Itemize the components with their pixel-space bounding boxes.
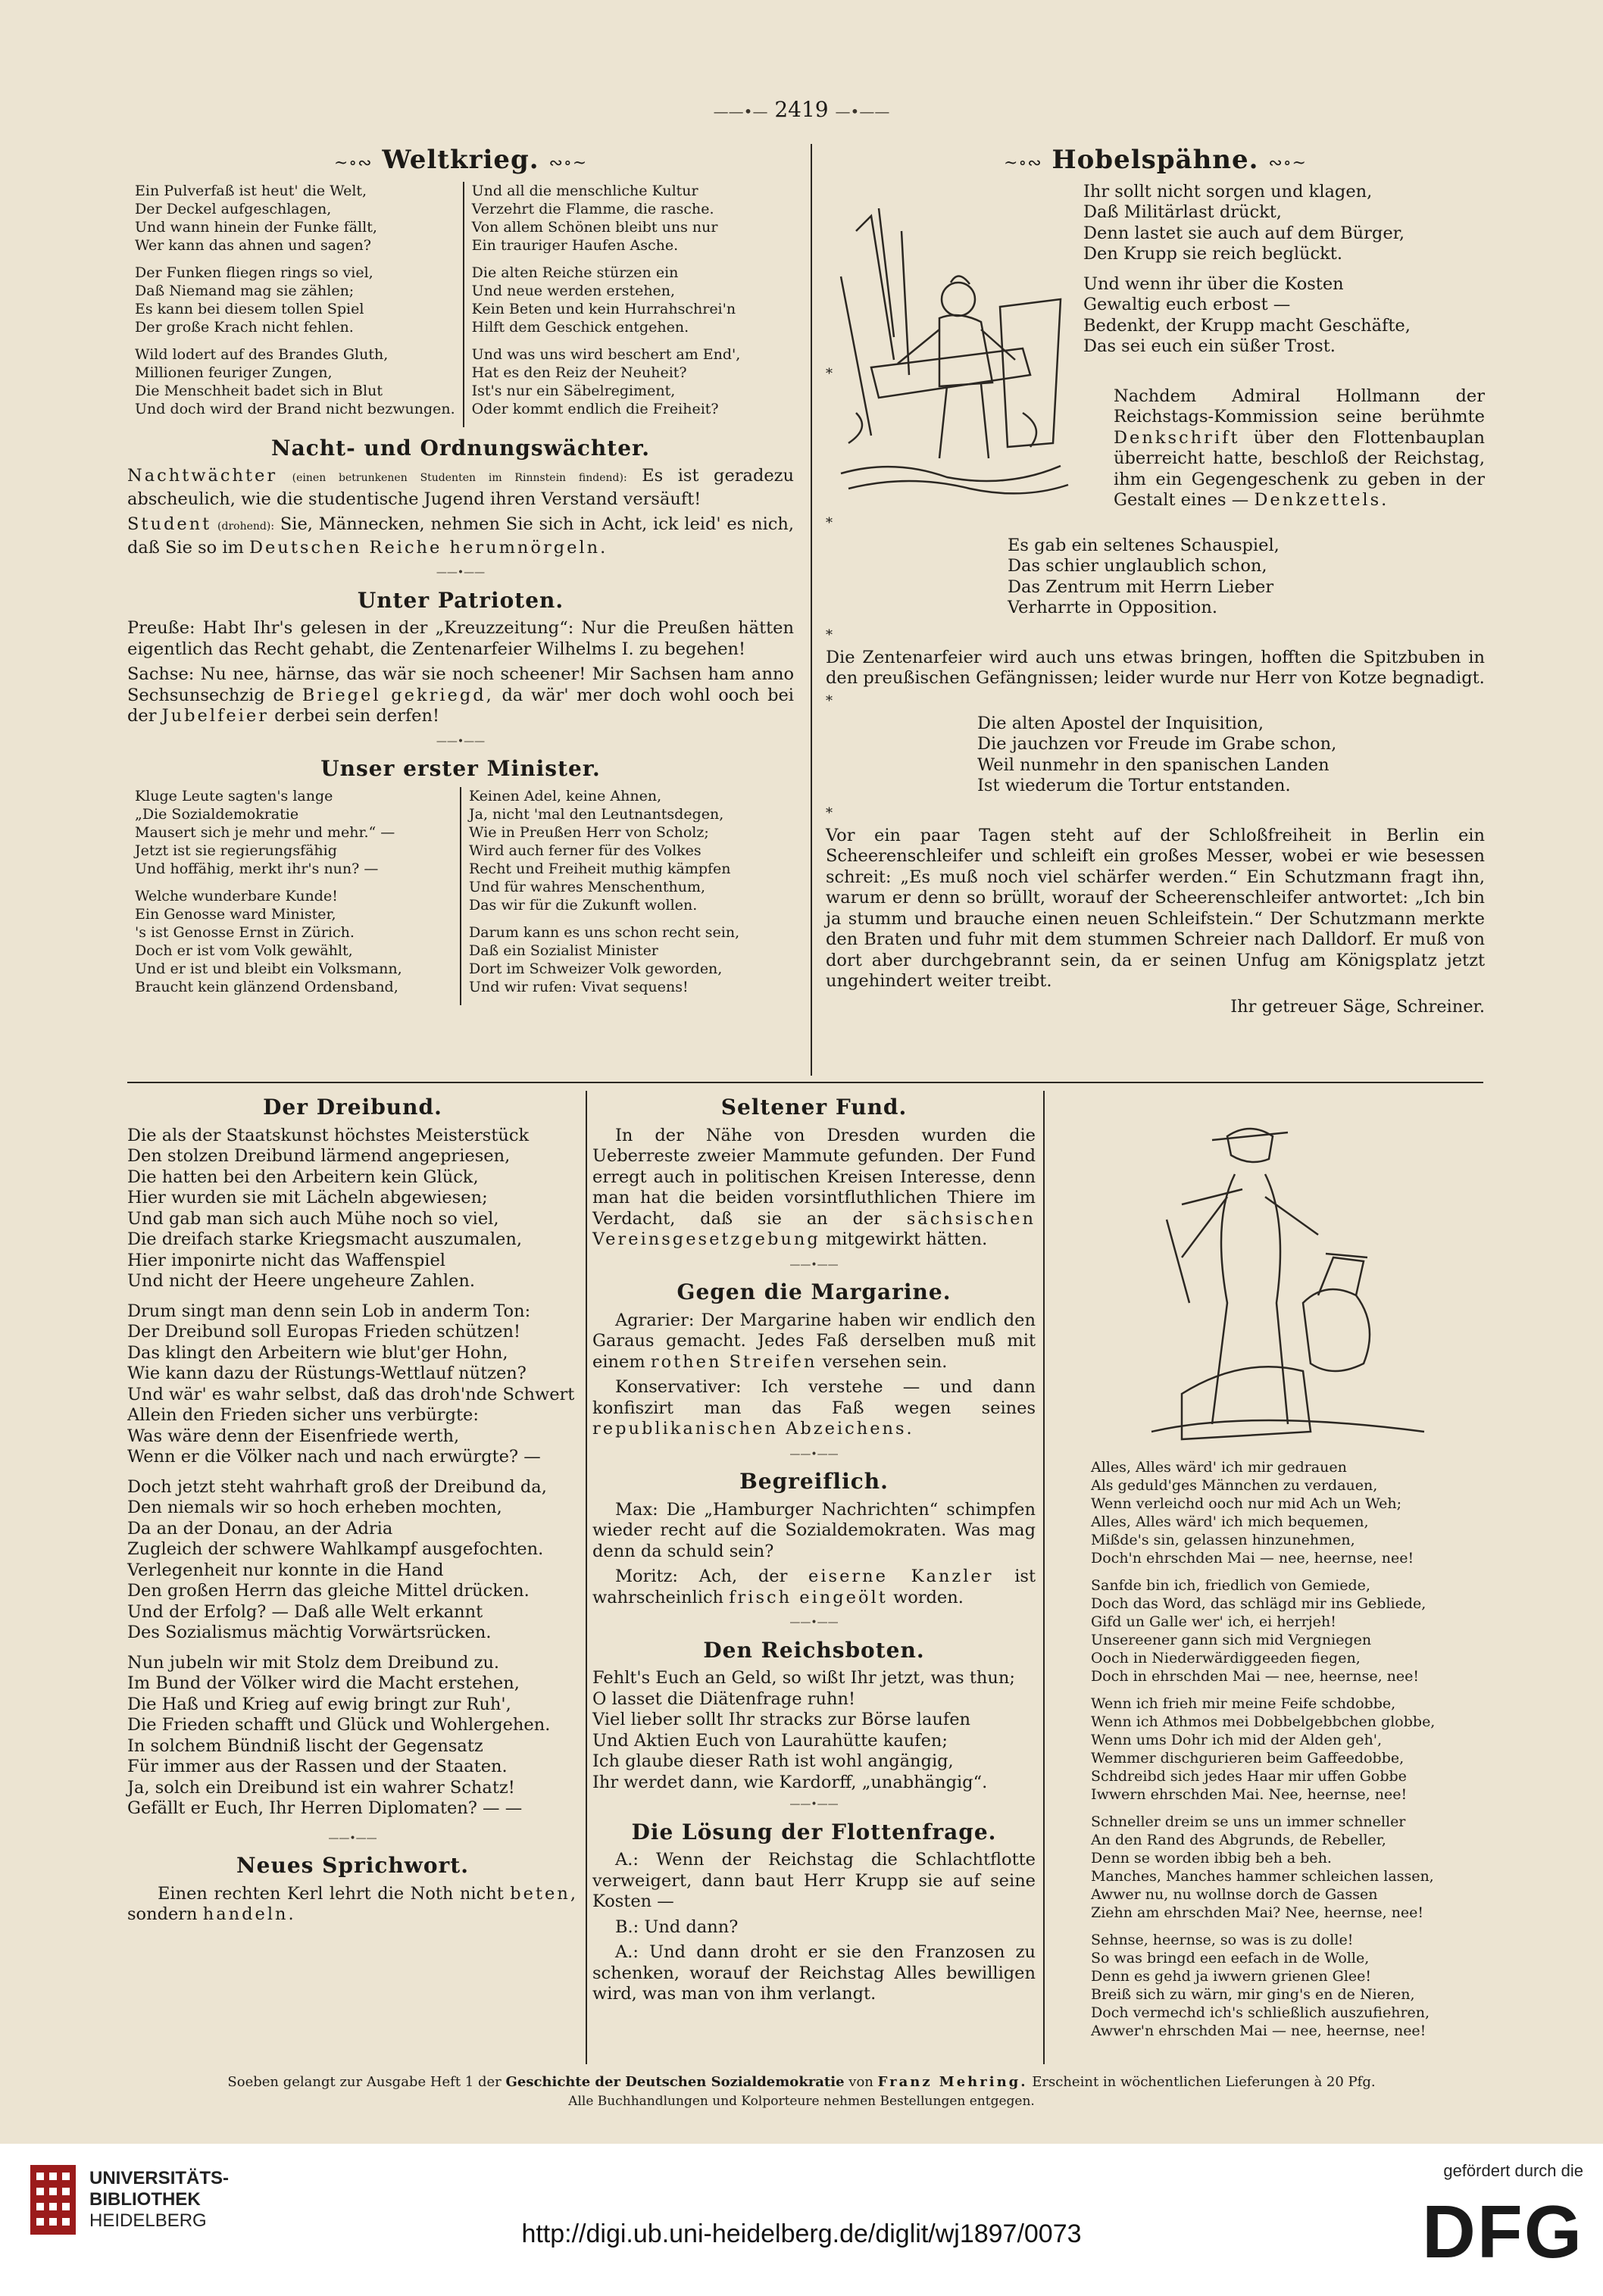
verse-line: Und was uns wird beschert am End',	[471, 345, 741, 363]
verse-line: Die hatten bei den Arbeitern kein Glück,	[127, 1167, 479, 1187]
nacht-heading: Nacht- und Ordnungswächter.	[271, 435, 650, 461]
verse-line: Doch vermechd ich's schließlich auszufiehren,	[1091, 2004, 1430, 2021]
verse-line: Dort im Schweizer Volk geworden,	[469, 960, 723, 977]
verse-line: Breiß sich zu wärn, mir ging's en de Nieren,	[1091, 1986, 1415, 2003]
dreibund-poem	[127, 1126, 578, 1820]
verse-line: Ich glaube dieser Rath ist wohl angängig,	[592, 1751, 954, 1771]
verse-line: Kein Beten und kein Hurrahschrei'n	[471, 300, 736, 317]
verse-line: Wenn ich Athmos mei Dobbelgebbchen globbe,	[1091, 1713, 1436, 1730]
begreiflich-heading: Begreiflich.	[739, 1469, 889, 1494]
middle-column	[585, 1091, 1036, 2010]
footer-note-line2: Alle Buchhandlungen und Kolporteure nehmen Bestellungen entgegen.	[568, 2094, 1035, 2109]
verse-line: „Die Sozialdemokratie	[135, 805, 299, 823]
verse-line: Wie kann dazu der Rüstungs-Wettlauf nützen?	[127, 1364, 527, 1383]
verse-line: Mausert sich je mehr und mehr.“ —	[135, 823, 395, 841]
flotte-p1: A.: Wenn der Reichstag die Schlachtflotte verweigert, dann baut Herr Krupp sie auf seine Kosten —	[592, 1850, 1036, 1911]
verse-line: Ein trauriger Haufen Asche.	[471, 236, 679, 254]
stanza	[135, 887, 452, 996]
verse-line: Und doch wird der Brand nicht bezwungen.	[135, 400, 455, 417]
verse-line: Ein Genosse ward Minister,	[135, 905, 336, 923]
verse-line: Doch er ist vom Volk gewählt,	[135, 942, 353, 959]
column-rule-top	[811, 144, 812, 1076]
verse-line: Unsereener gann sich mid Vergniegen	[1091, 1632, 1372, 1648]
asterism: *	[826, 692, 833, 709]
verse-line: Die Menschheit badet sich in Blut	[135, 382, 383, 399]
verse-line: O lasset die Diätenfrage ruhn!	[592, 1688, 856, 1709]
verse-line: Der Deckel aufgeschlagen,	[135, 200, 332, 217]
verse-line: Doch'n ehrschden Mai — nee, heernse, nee!	[1091, 1550, 1414, 1567]
page-number: ——•— 2419 —•——	[713, 97, 890, 122]
asterism: *	[826, 365, 833, 382]
verse-line: Manches, Manches hammer schleichen lassen,	[1091, 1868, 1434, 1885]
stanza	[469, 787, 786, 914]
weltkrieg-left	[127, 182, 463, 427]
verse-line: Und nicht der Heere ungeheure Zahlen.	[127, 1271, 475, 1291]
verse-line: Doch das Word, das schlägd mir ins Gebliede,	[1091, 1595, 1426, 1612]
stanza	[472, 264, 786, 336]
verse-line: Die als der Staatskunst höchstes Meisterstück	[127, 1125, 530, 1145]
verse-line: Awwer nu, nu wollnse dorch de Gassen	[1091, 1886, 1378, 1903]
verse-line: Das Zentrum mit Herrn Lieber	[1008, 576, 1274, 597]
verse-line: Die alten Reiche stürzen ein	[471, 264, 679, 281]
verse-line: Gifd un Galle wer' ich, ei herrjeh!	[1091, 1613, 1336, 1630]
fund-heading: Seltener Fund.	[720, 1095, 908, 1120]
verse-line: Das wir für die Zukunft wollen.	[469, 896, 698, 914]
verse-line: Wird auch ferner für des Volkes	[469, 842, 702, 859]
verse-line: Ihr sollt nicht sorgen und klagen,	[1083, 181, 1373, 201]
verse-line: Der Dreibund soll Europas Frieden schützen!	[127, 1322, 520, 1342]
verse-line: Wenn er die Völker nach und nach erwürgte? —	[127, 1447, 541, 1467]
verse-line: Verlegenheit nur konnte in die Hand	[127, 1560, 444, 1580]
verse-line: Und er ist und bleibt ein Volksmann,	[135, 960, 402, 977]
verse-line: Ihr werdet dann, wie Kardorff, „unabhängig“.	[592, 1772, 988, 1792]
verse-line: Und für wahres Menschenthum,	[469, 878, 705, 895]
verse-line: Schdreibd sich jedes Haar mir uffen Gobbe	[1091, 1768, 1407, 1785]
verse-line: Der große Krach nicht fehlen.	[135, 318, 354, 336]
verse-line: Darum kann es uns schon recht sein,	[469, 923, 740, 941]
stanza	[135, 345, 455, 418]
verse-line: Den stolzen Dreibund lärmend angepriesen,	[127, 1146, 511, 1166]
asterism: *	[826, 626, 833, 643]
verse-line: Und wir rufen: Vivat sequens!	[469, 978, 689, 995]
verse-line: Des Sozialismus mächtig Vorwärtsrücken.	[127, 1623, 492, 1642]
column-rule-bottom-2	[1043, 1091, 1045, 2064]
weltkrieg-heading: ~∘∾ Weltkrieg. ∾∘~	[333, 145, 588, 175]
saxon-poem	[1091, 1458, 1485, 2040]
verse-line: Alles, Alles wärd' ich mich bequemen,	[1091, 1513, 1369, 1530]
verse-line: Daß ein Sozialist Minister	[469, 942, 658, 959]
verse-line: Viel lieber sollt Ihr stracks zur Börse laufen	[592, 1710, 971, 1729]
verse-line: Wenn verleichd ooch nur mid Ach un Weh;	[1091, 1495, 1401, 1512]
stanza	[135, 787, 452, 878]
verse-line: Kluge Leute sagten's lange	[135, 787, 333, 804]
verse-line: Und wann hinein der Funke fällt,	[135, 218, 377, 236]
verse-line: Awwer'n ehrschden Mai — nee, heernse, nee!	[1091, 2023, 1426, 2039]
dreibund-column	[127, 1091, 578, 1930]
fund-text: In der Nähe von Dresden wurden die Ueberreste zweier Mammute gefunden. Der Fund erregt auch in politischen Kreisen Interesse, denn man hat die beiden vorsintfluthlichen Thiere im Verdacht, daß sie an der sächsischen Vereinsgesetzgebung mitgewirkt hätten.	[592, 1125, 1036, 1249]
nacht-p1: Nachtwächter (einen betrunkenen Studenten im Rinnstein findend): Es ist geradezu abscheulich, wie die studentische Jugend ihren Verstand versäuft!	[127, 466, 795, 509]
verse-line: So was bringd een eefach in de Wolle,	[1091, 1950, 1370, 1966]
stanza	[127, 1477, 578, 1644]
stanza	[1091, 1813, 1485, 1922]
verse-line: Die alten Apostel der Inquisition,	[977, 713, 1264, 733]
nacht-p2: Student (drohend): Sie, Männecken, nehmen Sie sich in Acht, ick leid' es nich, daß Sie so im Deutschen Reiche herumnörgeln.	[127, 514, 795, 558]
verse-line: Doch in ehrschden Mai — nee, heernse, nee!	[1091, 1668, 1420, 1685]
verse-line: Und der Erfolg? — Daß alle Welt erkannt	[127, 1601, 483, 1622]
verse-line: Doch jetzt steht wahrhaft groß der Dreibund da,	[127, 1476, 547, 1497]
verse-line: Und hoffähig, merkt ihr's nun? —	[135, 860, 379, 877]
verse-line: Und neue werden erstehen,	[471, 282, 676, 299]
reichsboten-poem	[592, 1668, 1036, 1793]
verse-line: Da an der Donau, an der Adria	[127, 1518, 393, 1538]
verse-line: Hier imponirte nicht das Waffenspiel	[127, 1250, 445, 1270]
verse-line: Hier wurden sie mit Lächeln abgewiesen;	[127, 1188, 488, 1207]
weltkrieg-poem	[127, 182, 794, 427]
source-url-link[interactable]: http://digi.ub.uni-heidelberg.de/diglit/wj1897/0073	[521, 2219, 1082, 2248]
hobel-p3: Vor ein paar Tagen steht auf der Schloßfreiheit in Berlin ein Scheerenschleifer und schleift ein großes Messer, wobei er wie besessen schreit: „Es muß noch viel schärfer werden.“ Ein Schutzmann fragt ihn, warum er denn so brüllt, worauf der Scheerenschleifer antwortet: „Ich bin ja stumm und brauche einen neuen Schleifstein.“ Der Schutzmann merkte den Braten und fuhr mit dem stummen Schreier nach Dalldorf. Er muß von dort aber durchgebrannt sein, da er seinen Unfug am Königsplatz jetzt ungehindert weiter treibt.	[826, 825, 1485, 991]
verse-line: Und all die menschliche Kultur	[471, 182, 698, 199]
verse-line: Verharrte in Opposition.	[1008, 598, 1217, 617]
verse-line: Hat es den Reiz der Neuheit?	[471, 364, 687, 381]
hobel-stanza-4	[977, 714, 1485, 797]
verse-line: Fehlt's Euch an Geld, so wißt Ihr jetzt, was thun;	[592, 1668, 1015, 1688]
stanza	[1091, 1458, 1485, 1567]
verse-line: Und Aktien Euch von Laurahütte kaufen;	[592, 1730, 948, 1751]
asterism: *	[826, 804, 833, 821]
flotte-p3: A.: Und dann droht er sie den Franzosen zu schenken, worauf der Reichstag Alles bewilligen wird, was man von ihm verlangt.	[592, 1942, 1036, 2004]
verse-line: Denn es gehd ja iwwern grienen Glee!	[1091, 1968, 1372, 1985]
verse-line: Wer kann das ahnen und sagen?	[135, 236, 371, 254]
verse-line: Nun jubeln wir mit Stolz dem Dreibund zu.	[127, 1652, 500, 1673]
verse-line: Das schier unglaublich schon,	[1008, 556, 1267, 576]
hobel-stanza-1	[1083, 182, 1485, 358]
asterism: *	[826, 514, 833, 531]
patrioten-p2: Sachse: Nu nee, härnse, das wär sie noch scheener! Mir Sachsen ham anno Sechsunsechzig de Briegel gekriegd, da wär' mer doch wohl ooch bei der Jubelfeier derbei sein derfen!	[127, 664, 795, 726]
dreibund-heading: Der Dreibund.	[263, 1095, 442, 1120]
verse-line: Wenn ums Dohr ich mid der Alden geh',	[1091, 1732, 1383, 1748]
verse-line: Daß Militärlast drückt,	[1083, 202, 1282, 222]
verse-line: Wie in Preußen Herr von Scholz;	[469, 823, 709, 841]
margarine-heading: Gegen die Margarine.	[677, 1279, 951, 1304]
divider: ——•——	[328, 1832, 377, 1845]
verse-line: Oder kommt endlich die Freiheit?	[471, 400, 719, 417]
divider: ——•——	[436, 567, 486, 579]
verse-line: Den großen Herrn das gleiche Mittel drücken.	[127, 1581, 530, 1601]
carpenter-illustration	[826, 186, 1076, 504]
verse-line: Der Funken fliegen rings so viel,	[135, 264, 373, 281]
begreiflich-p2: Moritz: Ach, der eiserne Kanzler ist wahrscheinlich frisch eingeölt worden.	[592, 1567, 1036, 1607]
verse-line: Die Haß und Krieg auf ewig bringt zur Ruh',	[127, 1694, 511, 1714]
verse-line: Und wär' es wahr selbst, daß das droh'nde Schwert	[127, 1384, 575, 1404]
weltkrieg-right	[463, 182, 794, 427]
verse-line: Die Frieden schafft und Glück und Wohlergehen.	[127, 1715, 551, 1735]
hobel-p2: Die Zentenarfeier wird auch uns etwas bringen, hofften die Spitzbuben in den preußischen Gefängnissen; leider wurde nur Herr von Kotze begnadigt.	[826, 647, 1485, 688]
verse-line: An den Rand des Abgrunds, de Rebeller,	[1091, 1832, 1386, 1848]
funding-label: gefördert durch die	[1443, 2161, 1583, 2180]
verse-line: Bedenkt, der Krupp macht Geschäfte,	[1083, 315, 1411, 336]
verse-line: Den niemals wir so hoch erheben mochten,	[127, 1498, 502, 1517]
verse-line: Und wenn ihr über die Kosten	[1083, 273, 1344, 294]
verse-line: Wild lodert auf des Brandes Gluth,	[135, 345, 389, 363]
minister-poem	[127, 787, 794, 1005]
verse-line: 's ist Genosse Ernst in Zürich.	[135, 923, 355, 941]
margarine-p2: Konservativer: Ich verstehe — und dann konfiszirt man das Faß wegen seines republikanischen Abzeichens.	[592, 1377, 1036, 1439]
verse-line: Millionen feuriger Zungen,	[135, 364, 333, 381]
begreiflich-p1: Max: Die „Hamburger Nachrichten“ schimpfen wieder recht auf die Sozialdemokraten. Was mag denn da schuld sein?	[592, 1499, 1036, 1561]
verse-line: Iwwern ehrschden Mai. Nee, heernse, nee!	[1091, 1786, 1408, 1803]
verse-line: Das sei euch ein süßer Trost.	[1083, 336, 1336, 356]
verse-line: Keinen Adel, keine Ahnen,	[469, 787, 662, 804]
flotte-p2: B.: Und dann?	[615, 1916, 739, 1937]
minister-left	[127, 787, 460, 1005]
verse-line: Ooch in Niederwärdiggeeden fiegen,	[1091, 1650, 1361, 1667]
dfg-logo: DFG	[1422, 2190, 1583, 2273]
verse-line: Im Bund der Völker wird die Macht erstehen,	[127, 1673, 520, 1693]
verse-line: Ist's nur ein Säbelregiment,	[471, 382, 676, 399]
margarine-p1: Agrarier: Der Margarine haben wir endlich den Garaus gemacht. Jedes Faß derselben muß mit einem rothen Streifen versehen sein.	[592, 1310, 1036, 1372]
patrioten-heading: Unter Patrioten.	[357, 587, 564, 613]
verse-line: Sehnse, heernse, so was is zu dolle!	[1091, 1932, 1354, 1948]
verse-line: Welche wunderbare Kunde!	[135, 887, 338, 904]
verse-line: Sanfde bin ich, friedlich von Gemiede,	[1091, 1577, 1370, 1594]
verse-line: Ja, nicht 'mal den Leutnantsdegen,	[469, 805, 724, 823]
verse-line: Wemmer dischgurieren beim Gaffeedobbe,	[1091, 1750, 1405, 1767]
verse-line: Wenn ich frieh mir meine Feife schdobbe,	[1091, 1695, 1396, 1712]
verse-line: Ist wiederum die Tortur entstanden.	[977, 776, 1291, 795]
section-rule	[127, 1082, 1483, 1083]
verse-line: Die dreifach starke Kriegsmacht auszumalen,	[127, 1229, 522, 1249]
top-left-column	[127, 144, 794, 1005]
verse-line: Von allem Schönen bleibt uns nur	[471, 218, 718, 236]
verse-line: Zugleich der schwere Wahlkampf ausgefochten.	[127, 1539, 544, 1559]
stanza	[127, 1126, 578, 1292]
hobel-signature: Ihr getreuer Säge, Schreiner.	[1230, 996, 1485, 1017]
verse-line: In solchem Bündniß lischt der Gegensatz	[127, 1735, 483, 1756]
verse-line: Ein Pulverfaß ist heut' die Welt,	[135, 182, 367, 199]
verse-line: Gefällt er Euch, Ihr Herren Diplomaten? — —	[127, 1798, 523, 1818]
sprichwort-text: Einen rechten Kerl lehrt die Noth nicht beten, sondern handeln.	[127, 1883, 578, 1924]
hobel-heading: ~∘∾ Hobelspähne. ∾∘~	[1004, 145, 1307, 175]
stanza	[135, 264, 455, 336]
verse-line: Drum singt man denn sein Lob in anderm Ton:	[127, 1301, 531, 1321]
verse-line: Was wäre denn der Eisenfriede werth,	[127, 1426, 460, 1446]
stanza	[472, 182, 786, 255]
divider: ——•——	[789, 1798, 839, 1810]
stanza	[135, 182, 455, 255]
verse-line: Die jauchzen vor Freude im Grabe schon,	[977, 734, 1337, 754]
saxon-poem-column	[1091, 1458, 1485, 2049]
verse-line: Denn se worden ibbig beh a beh.	[1091, 1850, 1332, 1866]
stanza	[1091, 1931, 1485, 2040]
stanza	[469, 923, 786, 996]
stanza	[127, 1653, 578, 1820]
stanza	[1091, 1695, 1485, 1804]
verse-line: Und gab man sich auch Mühe noch so viel,	[127, 1208, 499, 1229]
verse-line: Es kann bei diesem tollen Spiel	[135, 300, 364, 317]
verse-line: Daß Niemand mag sie zählen;	[135, 282, 355, 299]
verse-line: Weil nunmehr in den spanischen Landen	[977, 754, 1330, 775]
verse-line: Gewaltig euch erbost —	[1083, 295, 1291, 314]
verse-line: Als geduld'ges Männchen zu verdauen,	[1091, 1477, 1378, 1494]
verse-line: Den Krupp sie reich beglückt.	[1083, 244, 1342, 264]
grinder-illustration	[1136, 1106, 1439, 1447]
verse-line: Jetzt ist sie regierungsfähig	[135, 842, 337, 859]
verse-line: Schneller dreim se uns un immer schneller	[1091, 1813, 1406, 1830]
minister-heading: Unser erster Minister.	[320, 756, 601, 781]
divider: ——•——	[789, 1258, 839, 1271]
verse-line: Ja, solch ein Dreibund ist ein wahrer Schatz!	[127, 1777, 515, 1798]
divider: ——•——	[789, 1448, 839, 1460]
stanza	[472, 345, 786, 418]
verse-line: Für immer aus der Rassen und der Staaten.	[127, 1757, 508, 1776]
verse-line: Braucht kein glänzend Ordensband,	[135, 978, 398, 995]
reichsboten-heading: Den Reichsboten.	[703, 1637, 925, 1663]
verse-line: Ziehn am ehrschden Mai? Nee, heernse, nee!	[1091, 1904, 1424, 1921]
hobel-p1: Nachdem Admiral Hollmann der Reichstags-Kommission seine berühmte Denkschrift über den Flottenbauplan überreicht hatte, beschloß der Reichstag, ihm ein Gegengeschenk zu geben in der Gestalt eines — Denkzettels.	[1114, 386, 1485, 510]
stanza	[127, 1301, 578, 1468]
stanza	[1091, 1576, 1485, 1685]
footer-note-line1: Soeben gelangt zur Ausgabe Heft 1 der Geschichte der Deutschen Sozialdemokratie von Franz Mehring. Erscheint in wöchentlichen Lieferungen à 20 Pfg.	[227, 2074, 1376, 2090]
verse-line: Denn lastet sie auch auf dem Bürger,	[1083, 223, 1405, 243]
verse-line: Verzehrt die Flamme, die rasche.	[471, 200, 714, 217]
patrioten-p1: Preuße: Habt Ihr's gelesen in der „Kreuzzeitung“: Nur die Preußen hätten eigentlich das Recht gehabt, die Zentenarfeier Wilhelms I. zu begehen!	[127, 618, 794, 659]
verse-line: Hilft dem Geschick entgehen.	[471, 318, 689, 336]
verse-line: Allein den Frieden sicher uns verbürgte:	[127, 1405, 479, 1425]
verse-line: Mißde's sin, gelassen hinzunehmen,	[1091, 1532, 1355, 1548]
hobel-stanza-3	[1008, 536, 1485, 619]
verse-line: Recht und Freiheit muthig kämpfen	[469, 860, 731, 877]
divider: ——•——	[436, 735, 486, 748]
divider: ——•——	[789, 1617, 839, 1629]
verse-line: Es gab ein seltenes Schauspiel,	[1008, 535, 1280, 555]
library-name: UNIVERSITÄTS- BIBLIOTHEK HEIDELBERG	[89, 2168, 230, 2231]
minister-right	[460, 787, 794, 1005]
verse-line: Das klingt den Arbeitern wie blut'ger Hohn,	[127, 1342, 508, 1363]
flotte-heading: Die Lösung der Flottenfrage.	[631, 1819, 997, 1845]
sprichwort-heading: Neues Sprichwort.	[236, 1853, 469, 1878]
verse-line: Alles, Alles wärd' ich mir gedrauen	[1091, 1459, 1347, 1476]
